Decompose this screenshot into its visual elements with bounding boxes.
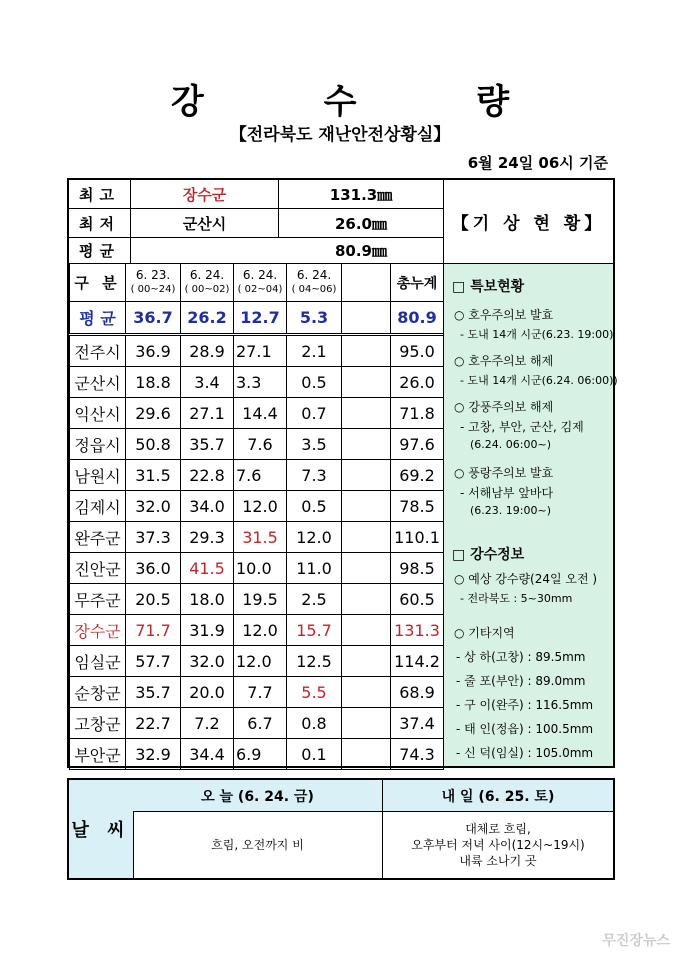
- rain-cell: [342, 460, 391, 491]
- summary-min-value: 26.0㎜: [334, 214, 387, 233]
- average-cell: 5.3: [287, 302, 342, 335]
- special-head: ○ 호우주의보 해제: [454, 354, 554, 368]
- rain-cell: 31.5: [234, 522, 287, 553]
- page-title: 강 수 량: [170, 82, 564, 122]
- rain-cell: [342, 335, 391, 367]
- rain-cell: 15.7: [287, 615, 342, 646]
- rain-cell: 35.7: [181, 429, 234, 460]
- average-cell: 12.7: [234, 302, 287, 335]
- weather-info-panel: [443, 263, 618, 766]
- rain-title: □ 강수정보: [452, 547, 525, 563]
- other-item: - 구 이(완주) : 116.5mm: [456, 698, 594, 712]
- average-label: 평 균: [70, 302, 126, 335]
- rain-cell: 7.2: [181, 708, 234, 739]
- special-head: ○ 호우주의보 발효: [454, 308, 554, 322]
- rain-cell: 97.6: [391, 429, 444, 460]
- region-name: 임실군: [70, 646, 126, 677]
- rain-cell: 18.0: [181, 584, 234, 615]
- rain-cell: 27.1: [234, 335, 287, 367]
- rain-cell: 5.5: [287, 677, 342, 708]
- rain-cell: 10.0: [234, 553, 287, 584]
- average-cell: 80.9: [391, 302, 444, 335]
- region-name: 김제시: [70, 491, 126, 522]
- rain-cell: 12.0: [234, 491, 287, 522]
- summary-avg-value: 80.9㎜: [334, 242, 387, 260]
- table-row: [70, 553, 444, 584]
- average-cell: 36.7: [126, 302, 181, 335]
- rain-cell: [342, 708, 391, 739]
- rain-cell: 12.0: [287, 522, 342, 553]
- rain-cell: 110.1: [391, 522, 444, 553]
- rain-cell: 27.1: [181, 398, 234, 429]
- table-row: [70, 677, 444, 708]
- table-row: [70, 646, 444, 677]
- region-name: 고창군: [70, 708, 126, 739]
- rain-cell: 11.0: [287, 553, 342, 584]
- rain-cell: 114.2: [391, 646, 444, 677]
- rain-cell: 50.8: [126, 429, 181, 460]
- special-detail: - 도내 14개 시군(6.23. 19:00): [460, 328, 614, 341]
- rain-cell: 131.3: [391, 615, 444, 646]
- table-row: [70, 460, 444, 491]
- rain-cell: 98.5: [391, 553, 444, 584]
- rain-cell: 0.7: [287, 398, 342, 429]
- summary-avg-row: [69, 238, 443, 263]
- average-row: [70, 302, 444, 335]
- rain-cell: 34.0: [181, 491, 234, 522]
- average-cell: [342, 302, 391, 335]
- today-text: 흐림, 오전까지 비: [133, 812, 383, 878]
- special-detail: - 고창, 부안, 군산, 김제: [460, 420, 584, 434]
- other-title: ○ 기타지역: [454, 626, 515, 640]
- summary-max-row: [69, 180, 443, 209]
- table-row: [70, 522, 444, 553]
- rain-cell: 71.7: [126, 615, 181, 646]
- rain-cell: 68.9: [391, 677, 444, 708]
- rain-cell: 32.0: [126, 491, 181, 522]
- other-item: - 상 하(고창) : 89.5mm: [456, 650, 586, 664]
- rain-cell: 22.7: [126, 708, 181, 739]
- table-row: [70, 584, 444, 615]
- table-header: [70, 264, 444, 302]
- rain-cell: 3.4: [181, 367, 234, 398]
- other-item: - 태 인(정읍) : 100.5mm: [456, 722, 594, 736]
- rain-cell: 71.8: [391, 398, 444, 429]
- summary-max-value: 131.3㎜: [329, 185, 393, 204]
- rain-cell: [342, 398, 391, 429]
- rain-cell: 37.3: [126, 522, 181, 553]
- rain-cell: 3.5: [287, 429, 342, 460]
- rain-cell: 28.9: [181, 335, 234, 367]
- rain-cell: [342, 553, 391, 584]
- region-name: 순창군: [70, 677, 126, 708]
- weather-status-title: 【기 상 현 황】: [443, 180, 613, 263]
- rain-cell: 12.5: [287, 646, 342, 677]
- rain-cell: 0.1: [287, 739, 342, 770]
- rain-cell: 29.6: [126, 398, 181, 429]
- rain-cell: 6.7: [234, 708, 287, 739]
- rain-forecast-detail: - 전라북도 : 5~30mm: [460, 592, 573, 605]
- col-header-4: 6. 24. ( 04~06): [287, 264, 342, 302]
- special-detail: - 도내 14개 시군(6.24. 06:00)): [460, 374, 618, 387]
- region-name: 부안군: [70, 739, 126, 770]
- rain-cell: 2.5: [287, 584, 342, 615]
- summary-avg-name: [131, 238, 279, 263]
- rain-cell: 0.8: [287, 708, 342, 739]
- rainfall-table: [69, 263, 444, 770]
- weather-box: [67, 778, 615, 880]
- summary-max-label: 최고: [69, 180, 131, 208]
- rain-cell: 7.7: [234, 677, 287, 708]
- rain-cell: 37.4: [391, 708, 444, 739]
- average-cell: 26.2: [181, 302, 234, 335]
- summary-max-name: 장수군: [131, 180, 279, 208]
- rain-cell: 69.2: [391, 460, 444, 491]
- rain-cell: 36.0: [126, 553, 181, 584]
- rain-cell: [342, 646, 391, 677]
- rain-cell: 3.3: [234, 367, 287, 398]
- special-head: ○ 풍랑주의보 발효: [454, 466, 554, 480]
- rain-cell: 29.3: [181, 522, 234, 553]
- other-item: - 줄 포(부안) : 89.0mm: [456, 674, 586, 688]
- rain-cell: 7.6: [234, 429, 287, 460]
- rain-cell: 22.8: [181, 460, 234, 491]
- col-header-5: [342, 264, 391, 302]
- rain-cell: 7.6: [234, 460, 287, 491]
- tomorrow-text: [383, 812, 613, 878]
- summary-min-label: 최저: [69, 209, 131, 237]
- rain-cell: 35.7: [126, 677, 181, 708]
- rain-cell: 78.5: [391, 491, 444, 522]
- rain-cell: 34.4: [181, 739, 234, 770]
- rain-cell: 12.0: [234, 646, 287, 677]
- rain-cell: [342, 522, 391, 553]
- rain-cell: [342, 739, 391, 770]
- header-label: 구 분: [70, 264, 126, 302]
- rain-cell: 6.9: [234, 739, 287, 770]
- basis-time: 6월 24일 06시 기준: [467, 154, 608, 172]
- col-header-2: 6. 24. ( 00~02): [181, 264, 234, 302]
- special-detail: (6.23. 19:00~): [470, 504, 551, 517]
- table-row: [70, 615, 444, 646]
- region-name: 완주군: [70, 522, 126, 553]
- region-name: 익산시: [70, 398, 126, 429]
- rain-cell: 0.5: [287, 367, 342, 398]
- table-row: [70, 491, 444, 522]
- page-subtitle: 【전라북도 재난안전상황실】: [229, 125, 451, 145]
- region-name: 진안군: [70, 553, 126, 584]
- rain-cell: 32.9: [126, 739, 181, 770]
- rain-cell: 74.3: [391, 739, 444, 770]
- summary-min-row: [69, 209, 443, 238]
- table-row: [70, 708, 444, 739]
- region-name: 전주시: [70, 335, 126, 367]
- table-row: [70, 429, 444, 460]
- rain-cell: [342, 491, 391, 522]
- rain-cell: [342, 367, 391, 398]
- rain-cell: 2.1: [287, 335, 342, 367]
- table-row: [70, 335, 444, 367]
- header-total: 총누계: [391, 264, 444, 302]
- rain-cell: 0.5: [287, 491, 342, 522]
- table-row: [70, 367, 444, 398]
- region-name: 장수군: [70, 615, 126, 646]
- special-detail: (6.24. 06:00~): [470, 438, 551, 451]
- rain-cell: [342, 429, 391, 460]
- rain-cell: 20.5: [126, 584, 181, 615]
- table-row: [70, 739, 444, 770]
- rain-cell: 18.8: [126, 367, 181, 398]
- col-header-3: 6. 24. ( 02~04): [234, 264, 287, 302]
- rain-cell: 12.0: [234, 615, 287, 646]
- rain-cell: 31.5: [126, 460, 181, 491]
- special-head: ○ 강풍주의보 해제: [454, 400, 554, 414]
- watermark: 무진장뉴스: [602, 933, 670, 949]
- rain-cell: 19.5: [234, 584, 287, 615]
- rain-cell: 7.3: [287, 460, 342, 491]
- rain-cell: 20.0: [181, 677, 234, 708]
- region-name: 정읍시: [70, 429, 126, 460]
- today-title: 오 늘 (6. 24. 금): [133, 780, 383, 812]
- special-detail: - 서해남부 앞바다: [460, 486, 554, 500]
- rain-cell: 95.0: [391, 335, 444, 367]
- tomorrow-title: 내 일 (6. 25. 토): [383, 780, 613, 812]
- region-name: 남원시: [70, 460, 126, 491]
- rain-cell: 60.5: [391, 584, 444, 615]
- rain-cell: 36.9: [126, 335, 181, 367]
- rain-cell: [342, 677, 391, 708]
- region-name: 무주군: [70, 584, 126, 615]
- rain-cell: 32.0: [181, 646, 234, 677]
- rain-cell: 57.7: [126, 646, 181, 677]
- region-name: 군산시: [70, 367, 126, 398]
- table-row: [70, 398, 444, 429]
- tomorrow-line: 대체로 흐림,: [465, 822, 531, 836]
- rain-cell: 14.4: [234, 398, 287, 429]
- other-item: - 신 덕(임실) : 105.0mm: [456, 746, 594, 760]
- weather-label: 날 씨: [69, 780, 134, 878]
- rain-cell: 31.9: [181, 615, 234, 646]
- rain-cell: [342, 615, 391, 646]
- tomorrow-line: 내륙 소나기 곳: [459, 854, 537, 868]
- rain-cell: 41.5: [181, 553, 234, 584]
- rain-cell: [342, 584, 391, 615]
- rain-forecast: ○ 예상 강수량(24일 오전 ): [454, 572, 598, 586]
- col-header-1: 6. 23. ( 00~24): [126, 264, 181, 302]
- summary-avg-label: 평균: [69, 238, 131, 263]
- tomorrow-line: 오후부터 저녁 사이(12시~19시): [411, 838, 585, 852]
- special-title: □ 특보현황: [452, 279, 525, 295]
- rain-cell: 26.0: [391, 367, 444, 398]
- summary-min-name: 군산시: [131, 209, 279, 237]
